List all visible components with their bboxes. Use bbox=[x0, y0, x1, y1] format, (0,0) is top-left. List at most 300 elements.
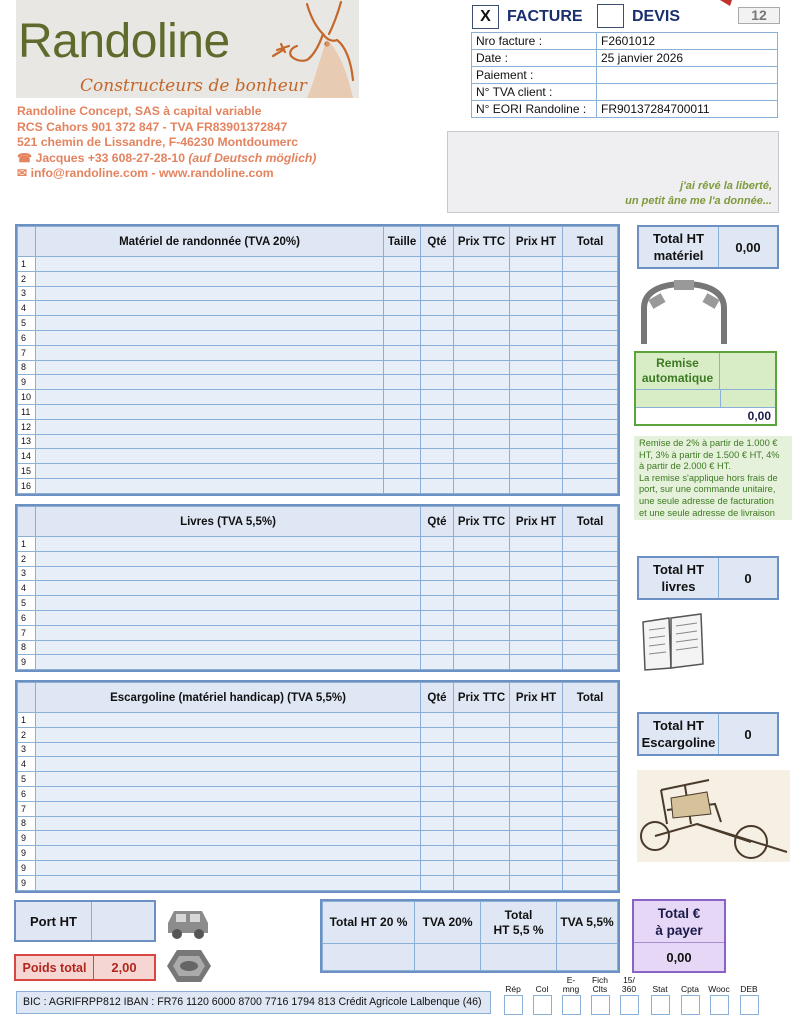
table-cell[interactable] bbox=[510, 434, 563, 449]
table-cell[interactable] bbox=[454, 434, 510, 449]
table-cell[interactable] bbox=[454, 478, 510, 493]
table-cell[interactable] bbox=[454, 345, 510, 360]
table-cell[interactable] bbox=[563, 713, 618, 728]
info-row bbox=[472, 84, 778, 101]
label-line: mng bbox=[562, 984, 580, 994]
port-ht-box bbox=[14, 900, 156, 942]
table-cell[interactable] bbox=[421, 375, 454, 390]
livres-section bbox=[15, 504, 620, 672]
col-header: Prix TTC bbox=[454, 507, 510, 537]
table-row bbox=[18, 390, 618, 405]
col-header: Total bbox=[563, 227, 618, 257]
carrier-frame-icon bbox=[638, 278, 730, 346]
table-cell[interactable] bbox=[421, 330, 454, 345]
info-value[interactable]: 25 janvier 2026 bbox=[597, 50, 778, 67]
col-header bbox=[18, 227, 36, 257]
flag-cpta-box[interactable] bbox=[681, 995, 700, 1015]
table-cell[interactable] bbox=[454, 596, 510, 611]
table-cell[interactable] bbox=[421, 610, 454, 625]
table-cell[interactable] bbox=[454, 860, 510, 875]
table-cell[interactable] bbox=[563, 419, 618, 434]
table-cell[interactable] bbox=[454, 390, 510, 405]
total-ht-livres-value: 0 bbox=[744, 570, 752, 586]
table-cell[interactable] bbox=[454, 551, 510, 566]
table-row bbox=[18, 404, 618, 419]
table-cell[interactable] bbox=[421, 713, 454, 728]
table-cell[interactable] bbox=[454, 537, 510, 552]
table-cell[interactable] bbox=[510, 419, 563, 434]
table-cell[interactable] bbox=[36, 816, 421, 831]
table-cell[interactable] bbox=[510, 449, 563, 464]
table-cell[interactable] bbox=[421, 846, 454, 861]
table-row bbox=[18, 375, 618, 390]
table-cell[interactable] bbox=[563, 464, 618, 479]
note-line: et une seule adresse de livraison bbox=[639, 507, 775, 518]
table-cell[interactable] bbox=[421, 640, 454, 655]
total-ht-escargoline-value: 0 bbox=[744, 726, 752, 742]
table-cell[interactable] bbox=[384, 345, 421, 360]
table-cell[interactable] bbox=[454, 801, 510, 816]
table-row bbox=[18, 625, 618, 640]
table-cell[interactable] bbox=[36, 464, 384, 479]
company-legal: Randoline Concept, SAS à capital variable bbox=[17, 104, 262, 118]
motto-line-2: un petit âne me l'a donnée... bbox=[625, 194, 772, 207]
car-icon bbox=[164, 905, 212, 941]
escargoline-cart-icon bbox=[637, 770, 790, 862]
table-cell[interactable] bbox=[384, 419, 421, 434]
table-cell[interactable] bbox=[454, 301, 510, 316]
table-cell[interactable] bbox=[454, 286, 510, 301]
flag-deb-box[interactable] bbox=[740, 995, 759, 1015]
info-label: Date : bbox=[472, 50, 597, 67]
table-cell[interactable] bbox=[454, 655, 510, 670]
remise-box bbox=[634, 351, 777, 426]
table-cell[interactable] bbox=[510, 551, 563, 566]
total-ht-escargoline-label bbox=[639, 714, 719, 754]
table-cell[interactable] bbox=[454, 846, 510, 861]
table-cell[interactable] bbox=[510, 816, 563, 831]
table-cell[interactable] bbox=[563, 345, 618, 360]
row-number: 9 bbox=[18, 375, 36, 390]
table-cell[interactable] bbox=[563, 860, 618, 875]
table-cell[interactable] bbox=[36, 860, 421, 875]
poids-total-box bbox=[14, 954, 156, 981]
table-cell[interactable] bbox=[563, 801, 618, 816]
table-cell[interactable] bbox=[510, 772, 563, 787]
table-cell[interactable] bbox=[36, 345, 384, 360]
table-cell[interactable] bbox=[36, 301, 384, 316]
table-cell[interactable] bbox=[454, 330, 510, 345]
table-cell[interactable] bbox=[563, 257, 618, 272]
table-cell[interactable] bbox=[510, 537, 563, 552]
table-cell[interactable] bbox=[421, 537, 454, 552]
table-cell[interactable] bbox=[36, 742, 421, 757]
table-cell[interactable] bbox=[563, 375, 618, 390]
info-value[interactable]: FR90137284700011 bbox=[597, 101, 778, 118]
table-cell[interactable] bbox=[563, 581, 618, 596]
table-cell[interactable] bbox=[563, 786, 618, 801]
flag-fichclts-box[interactable] bbox=[591, 995, 610, 1015]
remise-value: 0,00 bbox=[747, 409, 771, 423]
table-cell[interactable] bbox=[454, 404, 510, 419]
client-address-box[interactable] bbox=[447, 131, 779, 213]
total-a-payer-box bbox=[632, 899, 726, 973]
table-cell[interactable] bbox=[421, 596, 454, 611]
table-cell[interactable] bbox=[563, 301, 618, 316]
flag-stat-box[interactable] bbox=[651, 995, 670, 1015]
table-cell[interactable] bbox=[421, 875, 454, 890]
table-cell[interactable] bbox=[563, 390, 618, 405]
row-number: 2 bbox=[18, 727, 36, 742]
table-row bbox=[18, 478, 618, 493]
materiel-table bbox=[17, 226, 618, 494]
table-cell[interactable] bbox=[510, 345, 563, 360]
facture-checkbox[interactable]: X bbox=[472, 5, 499, 29]
table-cell[interactable] bbox=[454, 757, 510, 772]
table-cell[interactable] bbox=[36, 625, 421, 640]
table-cell[interactable] bbox=[384, 301, 421, 316]
table-row bbox=[18, 434, 618, 449]
table-cell[interactable] bbox=[510, 375, 563, 390]
table-cell[interactable] bbox=[454, 713, 510, 728]
row-number: 16 bbox=[18, 478, 36, 493]
col-header: Total bbox=[563, 683, 618, 713]
table-cell[interactable] bbox=[36, 655, 421, 670]
col-header: Livres (TVA 5,5%) bbox=[36, 507, 421, 537]
table-cell[interactable] bbox=[421, 816, 454, 831]
table-cell[interactable] bbox=[36, 434, 384, 449]
table-cell[interactable] bbox=[421, 419, 454, 434]
table-cell[interactable] bbox=[563, 727, 618, 742]
table-cell[interactable] bbox=[454, 375, 510, 390]
remise-note bbox=[634, 436, 792, 520]
table-cell[interactable] bbox=[510, 330, 563, 345]
table-cell[interactable] bbox=[454, 419, 510, 434]
table-cell[interactable] bbox=[563, 875, 618, 890]
table-cell[interactable] bbox=[421, 786, 454, 801]
table-cell[interactable] bbox=[563, 816, 618, 831]
table-cell[interactable] bbox=[36, 271, 384, 286]
table-cell[interactable] bbox=[563, 434, 618, 449]
row-number: 9 bbox=[18, 875, 36, 890]
table-cell[interactable] bbox=[36, 375, 384, 390]
row-number: 7 bbox=[18, 345, 36, 360]
table-cell[interactable] bbox=[421, 404, 454, 419]
table-cell[interactable] bbox=[454, 625, 510, 640]
table-cell[interactable] bbox=[421, 478, 454, 493]
table-row bbox=[18, 581, 618, 596]
table-cell[interactable] bbox=[36, 566, 421, 581]
table-row bbox=[18, 596, 618, 611]
table-cell[interactable] bbox=[421, 271, 454, 286]
table-cell[interactable] bbox=[36, 610, 421, 625]
table-cell[interactable] bbox=[510, 566, 563, 581]
table-cell[interactable] bbox=[384, 360, 421, 375]
table-cell[interactable] bbox=[36, 713, 421, 728]
table-cell[interactable] bbox=[36, 390, 384, 405]
table-cell[interactable] bbox=[454, 816, 510, 831]
table-cell[interactable] bbox=[36, 286, 384, 301]
livres-table bbox=[17, 506, 618, 670]
label-line: 360 bbox=[621, 984, 637, 994]
table-cell[interactable] bbox=[454, 742, 510, 757]
table-cell[interactable] bbox=[421, 434, 454, 449]
table-cell[interactable] bbox=[384, 375, 421, 390]
table-cell[interactable] bbox=[421, 581, 454, 596]
table-cell[interactable] bbox=[421, 464, 454, 479]
table-cell[interactable] bbox=[454, 360, 510, 375]
table-cell[interactable] bbox=[384, 449, 421, 464]
table-cell[interactable] bbox=[563, 360, 618, 375]
table-cell[interactable] bbox=[563, 316, 618, 331]
devis-checkbox[interactable] bbox=[597, 4, 624, 28]
table-cell[interactable] bbox=[421, 742, 454, 757]
row-number: 6 bbox=[18, 786, 36, 801]
table-cell[interactable] bbox=[454, 772, 510, 787]
table-cell[interactable] bbox=[454, 316, 510, 331]
table-cell[interactable] bbox=[36, 772, 421, 787]
table-cell[interactable] bbox=[510, 478, 563, 493]
donkey-icon bbox=[267, 0, 357, 98]
table-cell[interactable] bbox=[510, 404, 563, 419]
table-cell[interactable] bbox=[563, 772, 618, 787]
table-header bbox=[18, 683, 618, 713]
table-row bbox=[18, 727, 618, 742]
table-cell[interactable] bbox=[36, 581, 421, 596]
table-cell[interactable] bbox=[421, 655, 454, 670]
table-cell[interactable] bbox=[510, 581, 563, 596]
table-cell[interactable] bbox=[454, 831, 510, 846]
table-cell[interactable] bbox=[454, 875, 510, 890]
table-cell[interactable] bbox=[563, 757, 618, 772]
table-cell[interactable] bbox=[510, 846, 563, 861]
table-cell[interactable] bbox=[563, 330, 618, 345]
table-cell[interactable] bbox=[36, 727, 421, 742]
table-cell[interactable] bbox=[454, 566, 510, 581]
totals-header-row bbox=[323, 902, 618, 944]
flag-label-fichclts bbox=[584, 976, 616, 994]
col-header: Escargoline (matériel handicap) (TVA 5,5%) bbox=[36, 683, 421, 713]
table-cell[interactable] bbox=[36, 786, 421, 801]
table-cell[interactable] bbox=[563, 596, 618, 611]
table-cell[interactable] bbox=[510, 640, 563, 655]
table-cell[interactable] bbox=[454, 581, 510, 596]
table-cell[interactable] bbox=[421, 831, 454, 846]
table-cell[interactable] bbox=[510, 301, 563, 316]
table-cell[interactable] bbox=[454, 727, 510, 742]
table-cell[interactable] bbox=[510, 316, 563, 331]
table-cell[interactable] bbox=[563, 846, 618, 861]
table-cell[interactable] bbox=[563, 742, 618, 757]
facture-label: FACTURE bbox=[507, 8, 583, 25]
table-cell[interactable] bbox=[510, 596, 563, 611]
table-cell[interactable] bbox=[510, 360, 563, 375]
table-cell[interactable] bbox=[510, 727, 563, 742]
livres-rows bbox=[18, 537, 618, 670]
table-cell[interactable] bbox=[421, 316, 454, 331]
table-cell[interactable] bbox=[36, 478, 384, 493]
table-cell[interactable] bbox=[421, 301, 454, 316]
table-cell[interactable] bbox=[510, 713, 563, 728]
table-cell[interactable] bbox=[384, 330, 421, 345]
table-cell[interactable] bbox=[36, 330, 384, 345]
table-cell[interactable] bbox=[421, 727, 454, 742]
table-cell[interactable] bbox=[421, 772, 454, 787]
company-email[interactable]: ✉ info@randoline.com - www.randoline.com bbox=[17, 166, 274, 180]
info-value[interactable] bbox=[597, 84, 778, 101]
table-cell[interactable] bbox=[421, 860, 454, 875]
table-cell[interactable] bbox=[510, 271, 563, 286]
total-ht-materiel-value: 0,00 bbox=[735, 239, 761, 255]
table-cell[interactable] bbox=[510, 655, 563, 670]
table-cell[interactable] bbox=[36, 419, 384, 434]
table-cell[interactable] bbox=[421, 801, 454, 816]
table-cell[interactable] bbox=[421, 566, 454, 581]
table-cell[interactable] bbox=[454, 786, 510, 801]
table-cell[interactable] bbox=[510, 286, 563, 301]
port-ht-value[interactable] bbox=[92, 902, 154, 940]
table-row bbox=[18, 742, 618, 757]
table-cell[interactable] bbox=[36, 596, 421, 611]
table-cell[interactable] bbox=[36, 640, 421, 655]
table-cell[interactable] bbox=[421, 551, 454, 566]
totals-grid bbox=[322, 901, 618, 971]
table-cell[interactable] bbox=[510, 831, 563, 846]
table-row bbox=[18, 566, 618, 581]
table-cell[interactable] bbox=[421, 757, 454, 772]
total-a-payer-label bbox=[634, 901, 724, 943]
table-cell[interactable] bbox=[421, 360, 454, 375]
table-cell[interactable] bbox=[563, 537, 618, 552]
table-cell[interactable] bbox=[454, 640, 510, 655]
table-cell[interactable] bbox=[384, 390, 421, 405]
label-line: Total bbox=[504, 907, 533, 922]
table-cell[interactable] bbox=[510, 464, 563, 479]
table-cell[interactable] bbox=[510, 625, 563, 640]
row-number: 7 bbox=[18, 625, 36, 640]
table-cell[interactable] bbox=[36, 537, 421, 552]
table-cell[interactable] bbox=[36, 846, 421, 861]
table-cell[interactable] bbox=[510, 860, 563, 875]
label-line: Fich bbox=[591, 975, 609, 985]
table-cell[interactable] bbox=[36, 875, 421, 890]
row-number: 3 bbox=[18, 286, 36, 301]
note-line: port, sur une commande unitaire, bbox=[639, 484, 776, 495]
table-cell[interactable] bbox=[36, 757, 421, 772]
table-row bbox=[18, 831, 618, 846]
table-cell[interactable] bbox=[510, 610, 563, 625]
company-phone-line bbox=[17, 151, 316, 167]
table-cell[interactable] bbox=[510, 875, 563, 890]
page-number: 12 bbox=[738, 7, 780, 24]
flag-15360-box[interactable] bbox=[620, 995, 639, 1015]
row-number: 7 bbox=[18, 801, 36, 816]
table-row bbox=[18, 286, 618, 301]
table-cell[interactable] bbox=[36, 801, 421, 816]
table-cell[interactable] bbox=[510, 257, 563, 272]
table-cell[interactable] bbox=[563, 271, 618, 286]
table-cell[interactable] bbox=[421, 286, 454, 301]
table-cell[interactable] bbox=[421, 345, 454, 360]
flag-col-box[interactable] bbox=[533, 995, 552, 1015]
table-cell[interactable] bbox=[384, 478, 421, 493]
table-cell[interactable] bbox=[36, 404, 384, 419]
table-cell[interactable] bbox=[563, 640, 618, 655]
table-row bbox=[18, 551, 618, 566]
table-cell[interactable] bbox=[384, 464, 421, 479]
table-cell[interactable] bbox=[510, 786, 563, 801]
table-cell[interactable] bbox=[454, 257, 510, 272]
table-cell[interactable] bbox=[421, 625, 454, 640]
table-cell[interactable] bbox=[563, 655, 618, 670]
total-ht-20-header: Total HT 20 % bbox=[323, 902, 415, 944]
table-row bbox=[18, 655, 618, 670]
table-cell[interactable] bbox=[36, 449, 384, 464]
info-value[interactable] bbox=[597, 67, 778, 84]
table-cell[interactable] bbox=[454, 464, 510, 479]
row-number: 9 bbox=[18, 860, 36, 875]
row-number: 3 bbox=[18, 742, 36, 757]
row-number: 1 bbox=[18, 537, 36, 552]
table-cell[interactable] bbox=[384, 316, 421, 331]
table-cell[interactable] bbox=[510, 742, 563, 757]
table-cell[interactable] bbox=[563, 610, 618, 625]
table-cell[interactable] bbox=[563, 551, 618, 566]
table-cell[interactable] bbox=[563, 566, 618, 581]
table-cell[interactable] bbox=[563, 831, 618, 846]
table-cell[interactable] bbox=[510, 390, 563, 405]
logo-name: Randoline bbox=[18, 15, 230, 68]
table-cell[interactable] bbox=[563, 478, 618, 493]
flag-rep-box[interactable] bbox=[504, 995, 523, 1015]
table-cell[interactable] bbox=[563, 625, 618, 640]
table-cell[interactable] bbox=[36, 257, 384, 272]
label-line: livres bbox=[661, 579, 696, 594]
table-cell[interactable] bbox=[510, 801, 563, 816]
table-cell[interactable] bbox=[384, 271, 421, 286]
table-cell[interactable] bbox=[510, 757, 563, 772]
flag-label-15360 bbox=[613, 976, 645, 994]
table-row bbox=[18, 360, 618, 375]
info-value[interactable]: F2601012 bbox=[597, 33, 778, 50]
remise-row bbox=[636, 390, 775, 408]
table-cell[interactable] bbox=[563, 286, 618, 301]
table-cell[interactable] bbox=[384, 286, 421, 301]
col-header bbox=[18, 683, 36, 713]
table-cell[interactable] bbox=[563, 449, 618, 464]
table-cell[interactable] bbox=[384, 404, 421, 419]
flag-emng-box[interactable] bbox=[562, 995, 581, 1015]
label-line: Total HT bbox=[652, 562, 705, 577]
table-cell[interactable] bbox=[421, 449, 454, 464]
table-cell[interactable] bbox=[421, 390, 454, 405]
flag-wooc-box[interactable] bbox=[710, 995, 729, 1015]
table-cell[interactable] bbox=[36, 360, 384, 375]
table-cell[interactable] bbox=[36, 316, 384, 331]
col-header: Prix TTC bbox=[454, 227, 510, 257]
table-cell[interactable] bbox=[454, 449, 510, 464]
row-number: 13 bbox=[18, 434, 36, 449]
table-cell[interactable] bbox=[421, 257, 454, 272]
table-cell[interactable] bbox=[384, 257, 421, 272]
poids-total-value: 2,00 bbox=[111, 960, 137, 975]
table-cell[interactable] bbox=[384, 434, 421, 449]
table-cell[interactable] bbox=[454, 271, 510, 286]
table-cell[interactable] bbox=[36, 551, 421, 566]
table-cell[interactable] bbox=[563, 404, 618, 419]
table-cell[interactable] bbox=[36, 831, 421, 846]
table-cell[interactable] bbox=[454, 610, 510, 625]
